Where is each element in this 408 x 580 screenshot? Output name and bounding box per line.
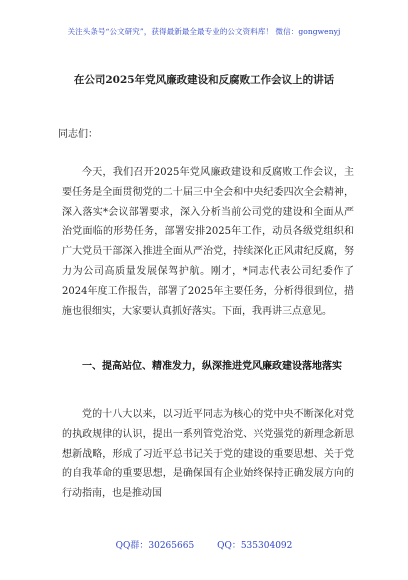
qq-group-label: QQ群：30265665 <box>115 541 195 551</box>
section-heading-1: 一、提高站位、精准发力，纵深推进党风廉政建设落地落实 <box>82 361 342 372</box>
footer-contact <box>0 538 408 551</box>
qq-number-label: QQ：535304092 <box>217 541 293 551</box>
body-paragraph-2: 党的十八大以来，以习近平同志为核心的党中央不断深化对党的执政规律的认识，提出一系列管党治党、兴党强党的新理念新思想新战略，形成了习近平总书记关于党的建设的重要思想、关于党的自我革命的重要思想，是确保国有企业始终保持正确发展方向的行动指南，也是推动国 <box>62 409 354 500</box>
body-paragraph-1: 今天，我们召开2025年党风廉政建设和反腐败工作会议，主要任务是全面贯彻党的二十届三中全会和中央纪委四次全会精神，深入落实*会议部署要求，深入分析当前公司党的建设和全面从严治党面临的形势任务，部署安排2025年工作，动员各级党组织和广大党员干部深入推进全面从严治党，持续深化正风肃纪反腐，努力为公司高质量发展保驾护航。刚才，*同志代表公司纪委作了2024年度工作报告，部署了2025年主要任务，分析得很到位，措施也很细实，大家要认真抓好落实。下面，我再讲三点意见。 <box>62 167 354 317</box>
document-title: 在公司2025年党风廉政建设和反腐败工作会议上的讲话 <box>73 74 335 86</box>
salutation: 同志们： <box>58 129 98 140</box>
header-promo-note: 关注头条号“公文研究”，获得最新最全最专业的公文资料库！ 微信：gongwenyj <box>67 27 341 36</box>
